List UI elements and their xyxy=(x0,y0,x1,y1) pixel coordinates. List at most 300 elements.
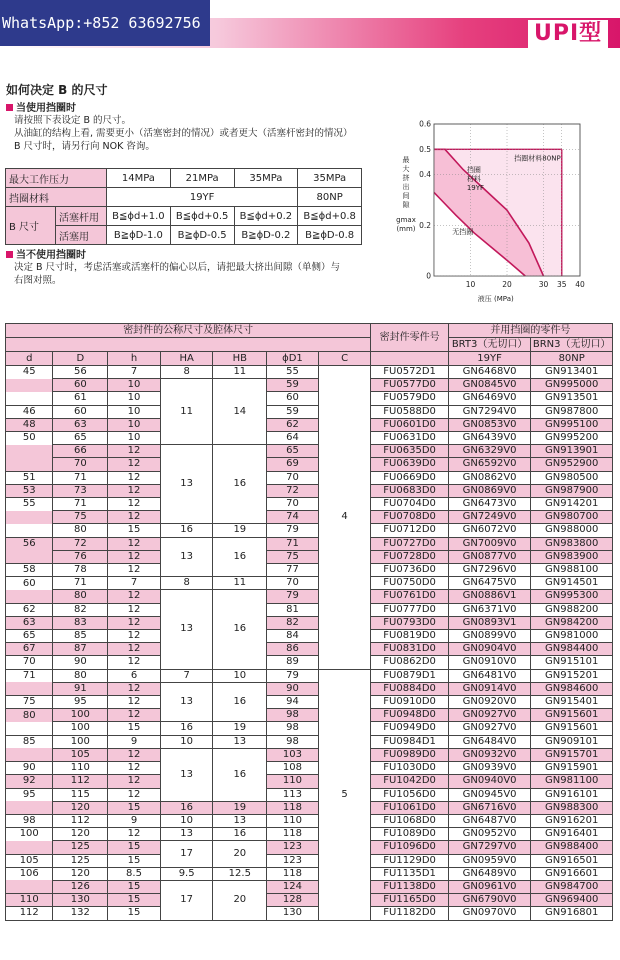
ring-material-label: 挡圈材料 xyxy=(6,188,107,207)
cell-part-number: FU0761D0 xyxy=(371,590,448,603)
cell-d xyxy=(6,392,53,405)
cell-part-number: FU1030D0 xyxy=(371,762,448,775)
y-axis-label-char: 隙 xyxy=(402,201,410,209)
cell-brt3: GN0952V0 xyxy=(448,828,531,841)
cell-brn3: GN995000 xyxy=(531,379,613,392)
cell-brt3: GN6487V0 xyxy=(448,814,531,827)
cell-D: 105 xyxy=(53,748,108,761)
cell-d1: 90 xyxy=(267,682,319,695)
cell-h: 15 xyxy=(108,854,161,867)
table-row xyxy=(6,392,613,405)
y-tick-label: 0 xyxy=(426,271,431,281)
cell-d xyxy=(6,880,53,893)
cell-D: 95 xyxy=(53,696,108,709)
y-tick-label: 0.6 xyxy=(419,119,431,129)
cell-part-number: FU0712D0 xyxy=(371,524,448,537)
cell-brt3: GN0845V0 xyxy=(448,379,531,392)
table-row xyxy=(6,524,613,537)
cell-d: 80 xyxy=(6,709,53,722)
cell-brt3: GN6473V0 xyxy=(448,498,531,511)
cell-brt3: GN6371V0 xyxy=(448,603,531,616)
cell-D: 132 xyxy=(53,907,108,920)
cell-part-number: FU1056D0 xyxy=(371,788,448,801)
cell-h: 9 xyxy=(108,735,161,748)
table-row xyxy=(6,471,613,484)
cell-d: 75 xyxy=(6,696,53,709)
cell-ha: 16 xyxy=(160,801,213,814)
cell-brn3: GN915201 xyxy=(531,669,613,682)
cell-brt3: GN6489V0 xyxy=(448,867,531,880)
cell-brn3: GN984200 xyxy=(531,616,613,629)
cell-ha: 13 xyxy=(160,748,213,801)
y-axis-label-char: 大 xyxy=(402,165,410,173)
cell-part-number: FU0793D0 xyxy=(371,616,448,629)
cell-d: 48 xyxy=(6,418,53,431)
table-row xyxy=(6,577,613,590)
cell-brn3: GN916401 xyxy=(531,828,613,841)
cell-d xyxy=(6,682,53,695)
cell-brt3: GN7009V0 xyxy=(448,537,531,550)
cell-brn3: GN909101 xyxy=(531,735,613,748)
formula-cell: B≧ϕD-1.0 xyxy=(107,226,171,245)
cell-ha: 9.5 xyxy=(160,867,213,880)
cell-d1: 82 xyxy=(267,616,319,629)
cell-brn3: GN983900 xyxy=(531,550,613,563)
cell-brt3: GN0914V0 xyxy=(448,682,531,695)
cell-D: 63 xyxy=(53,418,108,431)
product-type-badge: UPI型 xyxy=(528,20,608,48)
cell-brn3: GN952900 xyxy=(531,458,613,471)
without-ring-heading xyxy=(6,249,86,262)
pressure-cell: 14MPa xyxy=(107,169,171,188)
table-row xyxy=(6,405,613,418)
col-d-header: d xyxy=(6,352,53,366)
pressure-cell: 21MPa xyxy=(170,169,234,188)
cell-ha: 13 xyxy=(160,537,213,577)
cell-brn3: GN988100 xyxy=(531,564,613,577)
cell-d1: 103 xyxy=(267,748,319,761)
cell-part-number: FU0669D0 xyxy=(371,471,448,484)
dims-group-header: 密封件的公称尺寸及腔体尺寸 xyxy=(6,324,371,338)
material-cell: 19YF xyxy=(107,188,298,207)
cell-d xyxy=(6,841,53,854)
cell-brn3: GN915701 xyxy=(531,748,613,761)
cell-h: 8.5 xyxy=(108,867,161,880)
cell-D: 87 xyxy=(53,643,108,656)
cell-part-number: FU0736D0 xyxy=(371,564,448,577)
cell-part-number: FU0862D0 xyxy=(371,656,448,669)
watermark: WhatsApp:+852 63692756 xyxy=(0,0,210,46)
table-row xyxy=(6,616,613,629)
cell-d1: 64 xyxy=(267,432,319,445)
piston-label: 活塞用 xyxy=(56,226,107,245)
cell-d1: 81 xyxy=(267,603,319,616)
cell-ha: 13 xyxy=(160,682,213,722)
cell-d: 51 xyxy=(6,471,53,484)
y-axis-label-char: 最 xyxy=(402,156,410,164)
cell-hb: 20 xyxy=(213,841,267,867)
chart-svg xyxy=(392,118,612,304)
cell-part-number: FU1129D0 xyxy=(371,854,448,867)
cell-d: 45 xyxy=(6,366,53,379)
table-row xyxy=(6,550,613,563)
cell-c: 4 xyxy=(318,366,371,670)
cell-d: 100 xyxy=(6,828,53,841)
cell-hb: 19 xyxy=(213,524,267,537)
cell-part-number: FU1096D0 xyxy=(371,841,448,854)
y-axis-unit: (mm) xyxy=(396,225,416,233)
cell-part-number: FU1135D1 xyxy=(371,867,448,880)
without-ring-heading-text: 当不使用挡圈时 xyxy=(16,250,86,261)
cell-h: 12 xyxy=(108,709,161,722)
cell-hb: 16 xyxy=(213,590,267,669)
cell-h: 12 xyxy=(108,550,161,563)
cell-part-number: FU0683D0 xyxy=(371,484,448,497)
cell-d: 50 xyxy=(6,432,53,445)
table-row xyxy=(6,841,613,854)
cell-d: 90 xyxy=(6,762,53,775)
cell-brt3: GN6475V0 xyxy=(448,577,531,590)
cell-d1: 62 xyxy=(267,418,319,431)
pressure-cell: 35MPa xyxy=(234,169,298,188)
with-ring-line-1: 请按照下表设定 B 的尺寸。 xyxy=(14,115,132,126)
x-tick-label: 20 xyxy=(502,280,512,289)
cell-D: 82 xyxy=(53,603,108,616)
cell-brn3: GN984400 xyxy=(531,643,613,656)
x-tick-label: 35 xyxy=(556,280,567,289)
cell-brt3: GN0899V0 xyxy=(448,630,531,643)
cell-D: 76 xyxy=(53,550,108,563)
cell-d1: 110 xyxy=(267,814,319,827)
cell-D: 115 xyxy=(53,788,108,801)
cell-part-number: FU1061D0 xyxy=(371,801,448,814)
cell-d1: 84 xyxy=(267,630,319,643)
cell-brt3: GN0853V0 xyxy=(448,418,531,431)
cell-hb: 11 xyxy=(213,577,267,590)
cell-h: 12 xyxy=(108,445,161,458)
cell-d xyxy=(6,801,53,814)
cell-h: 10 xyxy=(108,379,161,392)
x-tick-label: 40 xyxy=(575,280,585,289)
cell-D: 56 xyxy=(53,366,108,379)
formula-cell: B≦ϕd+0.8 xyxy=(298,207,362,226)
cell-d1: 60 xyxy=(267,392,319,405)
cell-d1: 118 xyxy=(267,801,319,814)
cell-h: 12 xyxy=(108,511,161,524)
formula-cell: B≧ϕD-0.2 xyxy=(234,226,298,245)
table-row xyxy=(6,880,613,893)
cell-brt3: GN0920V0 xyxy=(448,696,531,709)
cell-d: 67 xyxy=(6,643,53,656)
cell-part-number: FU0910D0 xyxy=(371,696,448,709)
cell-d1: 89 xyxy=(267,656,319,669)
cell-h: 12 xyxy=(108,682,161,695)
cell-part-number: FU0750D0 xyxy=(371,577,448,590)
cell-brt3: GN6468V0 xyxy=(448,366,531,379)
cell-brn3: GN988000 xyxy=(531,524,613,537)
cell-D: 78 xyxy=(53,564,108,577)
cell-d1: 123 xyxy=(267,841,319,854)
cell-D: 61 xyxy=(53,392,108,405)
col-80np-header: 80NP xyxy=(531,352,613,366)
cell-brt3: GN0886V1 xyxy=(448,590,531,603)
cell-h: 7 xyxy=(108,366,161,379)
cell-d xyxy=(6,445,53,458)
cell-d xyxy=(6,511,53,524)
cell-part-number: FU0601D0 xyxy=(371,418,448,431)
cell-brn3: GN913901 xyxy=(531,445,613,458)
cell-part-number: FU0572D1 xyxy=(371,366,448,379)
cell-d: 63 xyxy=(6,616,53,629)
label-no-ring: 无挡圈 xyxy=(452,228,474,237)
table-row xyxy=(6,854,613,867)
cell-D: 71 xyxy=(53,498,108,511)
cell-brt3: GN7296V0 xyxy=(448,564,531,577)
cell-d: 56 xyxy=(6,537,53,550)
cell-D: 91 xyxy=(53,682,108,695)
cell-d1: 70 xyxy=(267,498,319,511)
cell-D: 100 xyxy=(53,735,108,748)
cell-h: 12 xyxy=(108,458,161,471)
extrusion-gap-chart xyxy=(392,118,612,304)
cell-part-number: FU1089D0 xyxy=(371,828,448,841)
square-bullet-icon xyxy=(6,251,13,258)
cell-part-number: FU0577D0 xyxy=(371,379,448,392)
table-row xyxy=(6,682,613,695)
cell-D: 125 xyxy=(53,854,108,867)
seal-size-table xyxy=(5,323,613,921)
cell-ha: 17 xyxy=(160,841,213,867)
cell-d1: 113 xyxy=(267,788,319,801)
cell-brn3: GN969400 xyxy=(531,894,613,907)
cell-brt3: GN0959V0 xyxy=(448,854,531,867)
cell-d1: 128 xyxy=(267,894,319,907)
cell-hb: 16 xyxy=(213,828,267,841)
cell-brn3: GN915901 xyxy=(531,762,613,775)
cell-part-number: FU1138D0 xyxy=(371,880,448,893)
table-row xyxy=(6,432,613,445)
cell-d: 58 xyxy=(6,564,53,577)
with-ring-heading xyxy=(6,102,76,115)
col-D-header: D xyxy=(53,352,108,366)
cell-D: 125 xyxy=(53,841,108,854)
cell-D: 100 xyxy=(53,709,108,722)
cell-d1: 75 xyxy=(267,550,319,563)
cell-d xyxy=(6,458,53,471)
formula-cell: B≦ϕd+0.2 xyxy=(234,207,298,226)
y-tick-label: 0.4 xyxy=(419,170,431,180)
x-axis-label: 液压 (MPa) xyxy=(477,295,514,303)
with-ring-line-2: 从油缸的结构上看, 需要更小（活塞密封的情况）或者更大（活塞杆密封的情况） xyxy=(14,128,353,139)
cell-D: 112 xyxy=(53,775,108,788)
cell-D: 70 xyxy=(53,458,108,471)
table-row xyxy=(6,643,613,656)
cell-d1: 74 xyxy=(267,511,319,524)
cell-D: 80 xyxy=(53,669,108,682)
cell-h: 15 xyxy=(108,894,161,907)
cell-D: 130 xyxy=(53,894,108,907)
cell-brt3: GN0945V0 xyxy=(448,788,531,801)
cell-d1: 94 xyxy=(267,696,319,709)
cell-brt3: GN6469V0 xyxy=(448,392,531,405)
cell-brn3: GN916201 xyxy=(531,814,613,827)
cell-part-number: FU0708D0 xyxy=(371,511,448,524)
brt3-header: BRT3（无切口） xyxy=(448,338,531,352)
cell-D: 60 xyxy=(53,405,108,418)
table-row xyxy=(6,775,613,788)
cell-h: 15 xyxy=(108,880,161,893)
cell-d1: 55 xyxy=(267,366,319,379)
table-row xyxy=(6,656,613,669)
cell-d1: 98 xyxy=(267,709,319,722)
cell-D: 120 xyxy=(53,828,108,841)
cell-brt3: GN6329V0 xyxy=(448,445,531,458)
cell-part-number: FU0948D0 xyxy=(371,709,448,722)
cell-ha: 8 xyxy=(160,577,213,590)
cell-part-number: FU0777D0 xyxy=(371,603,448,616)
rod-label: 活塞杆用 xyxy=(56,207,107,226)
cell-d: 46 xyxy=(6,405,53,418)
cell-brt3: GN0927V0 xyxy=(448,722,531,735)
b-size-label: B 尺寸 xyxy=(6,207,56,245)
cell-part-number: FU0579D0 xyxy=(371,392,448,405)
cell-part-number: FU0635D0 xyxy=(371,445,448,458)
table-row xyxy=(6,801,613,814)
cell-brt3: GN0869V0 xyxy=(448,484,531,497)
cell-D: 120 xyxy=(53,867,108,880)
cell-d: 71 xyxy=(6,669,53,682)
cell-D: 73 xyxy=(53,484,108,497)
cell-D: 72 xyxy=(53,537,108,550)
cell-d xyxy=(6,524,53,537)
cell-h: 12 xyxy=(108,603,161,616)
cell-d1: 118 xyxy=(267,828,319,841)
cell-h: 6 xyxy=(108,669,161,682)
cell-brn3: GN916101 xyxy=(531,788,613,801)
cell-brt3: GN6439V0 xyxy=(448,432,531,445)
cell-D: 85 xyxy=(53,630,108,643)
cell-part-number: FU0879D1 xyxy=(371,669,448,682)
cell-ha: 7 xyxy=(160,669,213,682)
cell-d1: 79 xyxy=(267,590,319,603)
material-cell: 80NP xyxy=(298,188,362,207)
cell-hb: 10 xyxy=(213,669,267,682)
cell-D: 100 xyxy=(53,722,108,735)
cell-part-number: FU0989D0 xyxy=(371,748,448,761)
cell-d1: 108 xyxy=(267,762,319,775)
cell-part-number: FU0588D0 xyxy=(371,405,448,418)
label-19yf: 材料 xyxy=(466,175,481,184)
cell-D: 126 xyxy=(53,880,108,893)
cell-part-number: FU0728D0 xyxy=(371,550,448,563)
cell-brt3: GN0893V1 xyxy=(448,616,531,629)
cell-brt3: GN0940V0 xyxy=(448,775,531,788)
cell-brn3: GN916801 xyxy=(531,907,613,920)
cell-d: 62 xyxy=(6,603,53,616)
cell-hb: 16 xyxy=(213,445,267,524)
cell-brn3: GN995100 xyxy=(531,418,613,431)
cell-part-number: FU0631D0 xyxy=(371,432,448,445)
without-ring-line-1: 决定 B 尺寸时，考虑活塞或活塞杆的偏心以后，请把最大挤出间隙（单侧）与 xyxy=(14,262,341,273)
cell-c: 5 xyxy=(318,669,371,920)
cell-h: 15 xyxy=(108,524,161,537)
cell-h: 12 xyxy=(108,498,161,511)
cell-h: 12 xyxy=(108,775,161,788)
cell-brn3: GN983800 xyxy=(531,537,613,550)
cell-ha: 13 xyxy=(160,828,213,841)
cell-d: 112 xyxy=(6,907,53,920)
formula-cell: B≦ϕd+1.0 xyxy=(107,207,171,226)
cell-brn3: GN988400 xyxy=(531,841,613,854)
cell-part-number: FU0949D0 xyxy=(371,722,448,735)
label-80np: 挡圈材料80NP xyxy=(514,154,561,163)
table-row xyxy=(6,418,613,431)
cell-D: 60 xyxy=(53,379,108,392)
cell-hb: 13 xyxy=(213,814,267,827)
cell-d1: 69 xyxy=(267,458,319,471)
square-bullet-icon xyxy=(6,104,13,111)
cell-brt3: GN0939V0 xyxy=(448,762,531,775)
cell-hb: 16 xyxy=(213,748,267,801)
table-row xyxy=(6,788,613,801)
cell-brn3: GN988300 xyxy=(531,801,613,814)
cell-d: 85 xyxy=(6,735,53,748)
cell-d1: 118 xyxy=(267,867,319,880)
cell-h: 15 xyxy=(108,841,161,854)
cell-part-number: FU0639D0 xyxy=(371,458,448,471)
table-row xyxy=(6,735,613,748)
formula-cell: B≧ϕD-0.8 xyxy=(298,226,362,245)
table-row xyxy=(6,458,613,471)
table-row xyxy=(6,511,613,524)
table-row xyxy=(6,669,613,682)
cell-ha: 16 xyxy=(160,722,213,735)
col-ha-header: HA xyxy=(160,352,213,366)
cell-D: 65 xyxy=(53,432,108,445)
table-row xyxy=(6,709,613,722)
cell-brn3: GN980500 xyxy=(531,471,613,484)
cell-brn3: GN995200 xyxy=(531,432,613,445)
cell-brn3: GN914501 xyxy=(531,577,613,590)
table-row xyxy=(6,564,613,577)
cell-d1: 124 xyxy=(267,880,319,893)
cell-brn3: GN916501 xyxy=(531,854,613,867)
cell-d xyxy=(6,722,53,735)
cell-d1: 70 xyxy=(267,471,319,484)
cell-d: 92 xyxy=(6,775,53,788)
cell-brn3: GN913501 xyxy=(531,392,613,405)
cell-D: 120 xyxy=(53,801,108,814)
cell-brn3: GN988200 xyxy=(531,603,613,616)
y-axis-label-char: 出 xyxy=(402,183,410,191)
cell-brn3: GN915601 xyxy=(531,722,613,735)
cell-brn3: GN984600 xyxy=(531,682,613,695)
cell-d1: 70 xyxy=(267,577,319,590)
header-spacer xyxy=(6,338,371,352)
cell-d1: 59 xyxy=(267,379,319,392)
cell-d1: 65 xyxy=(267,445,319,458)
cell-D: 80 xyxy=(53,590,108,603)
table-row xyxy=(6,867,613,880)
cell-d1: 79 xyxy=(267,524,319,537)
brn3-header: BRN3（无切口） xyxy=(532,339,611,350)
pressure-cell: 35MPa xyxy=(298,169,362,188)
combo-ring-header: 并用挡圈的零件号 xyxy=(448,324,612,338)
cell-d1: 77 xyxy=(267,564,319,577)
x-tick-label: 30 xyxy=(538,280,549,289)
cell-hb: 19 xyxy=(213,722,267,735)
table-row xyxy=(6,603,613,616)
